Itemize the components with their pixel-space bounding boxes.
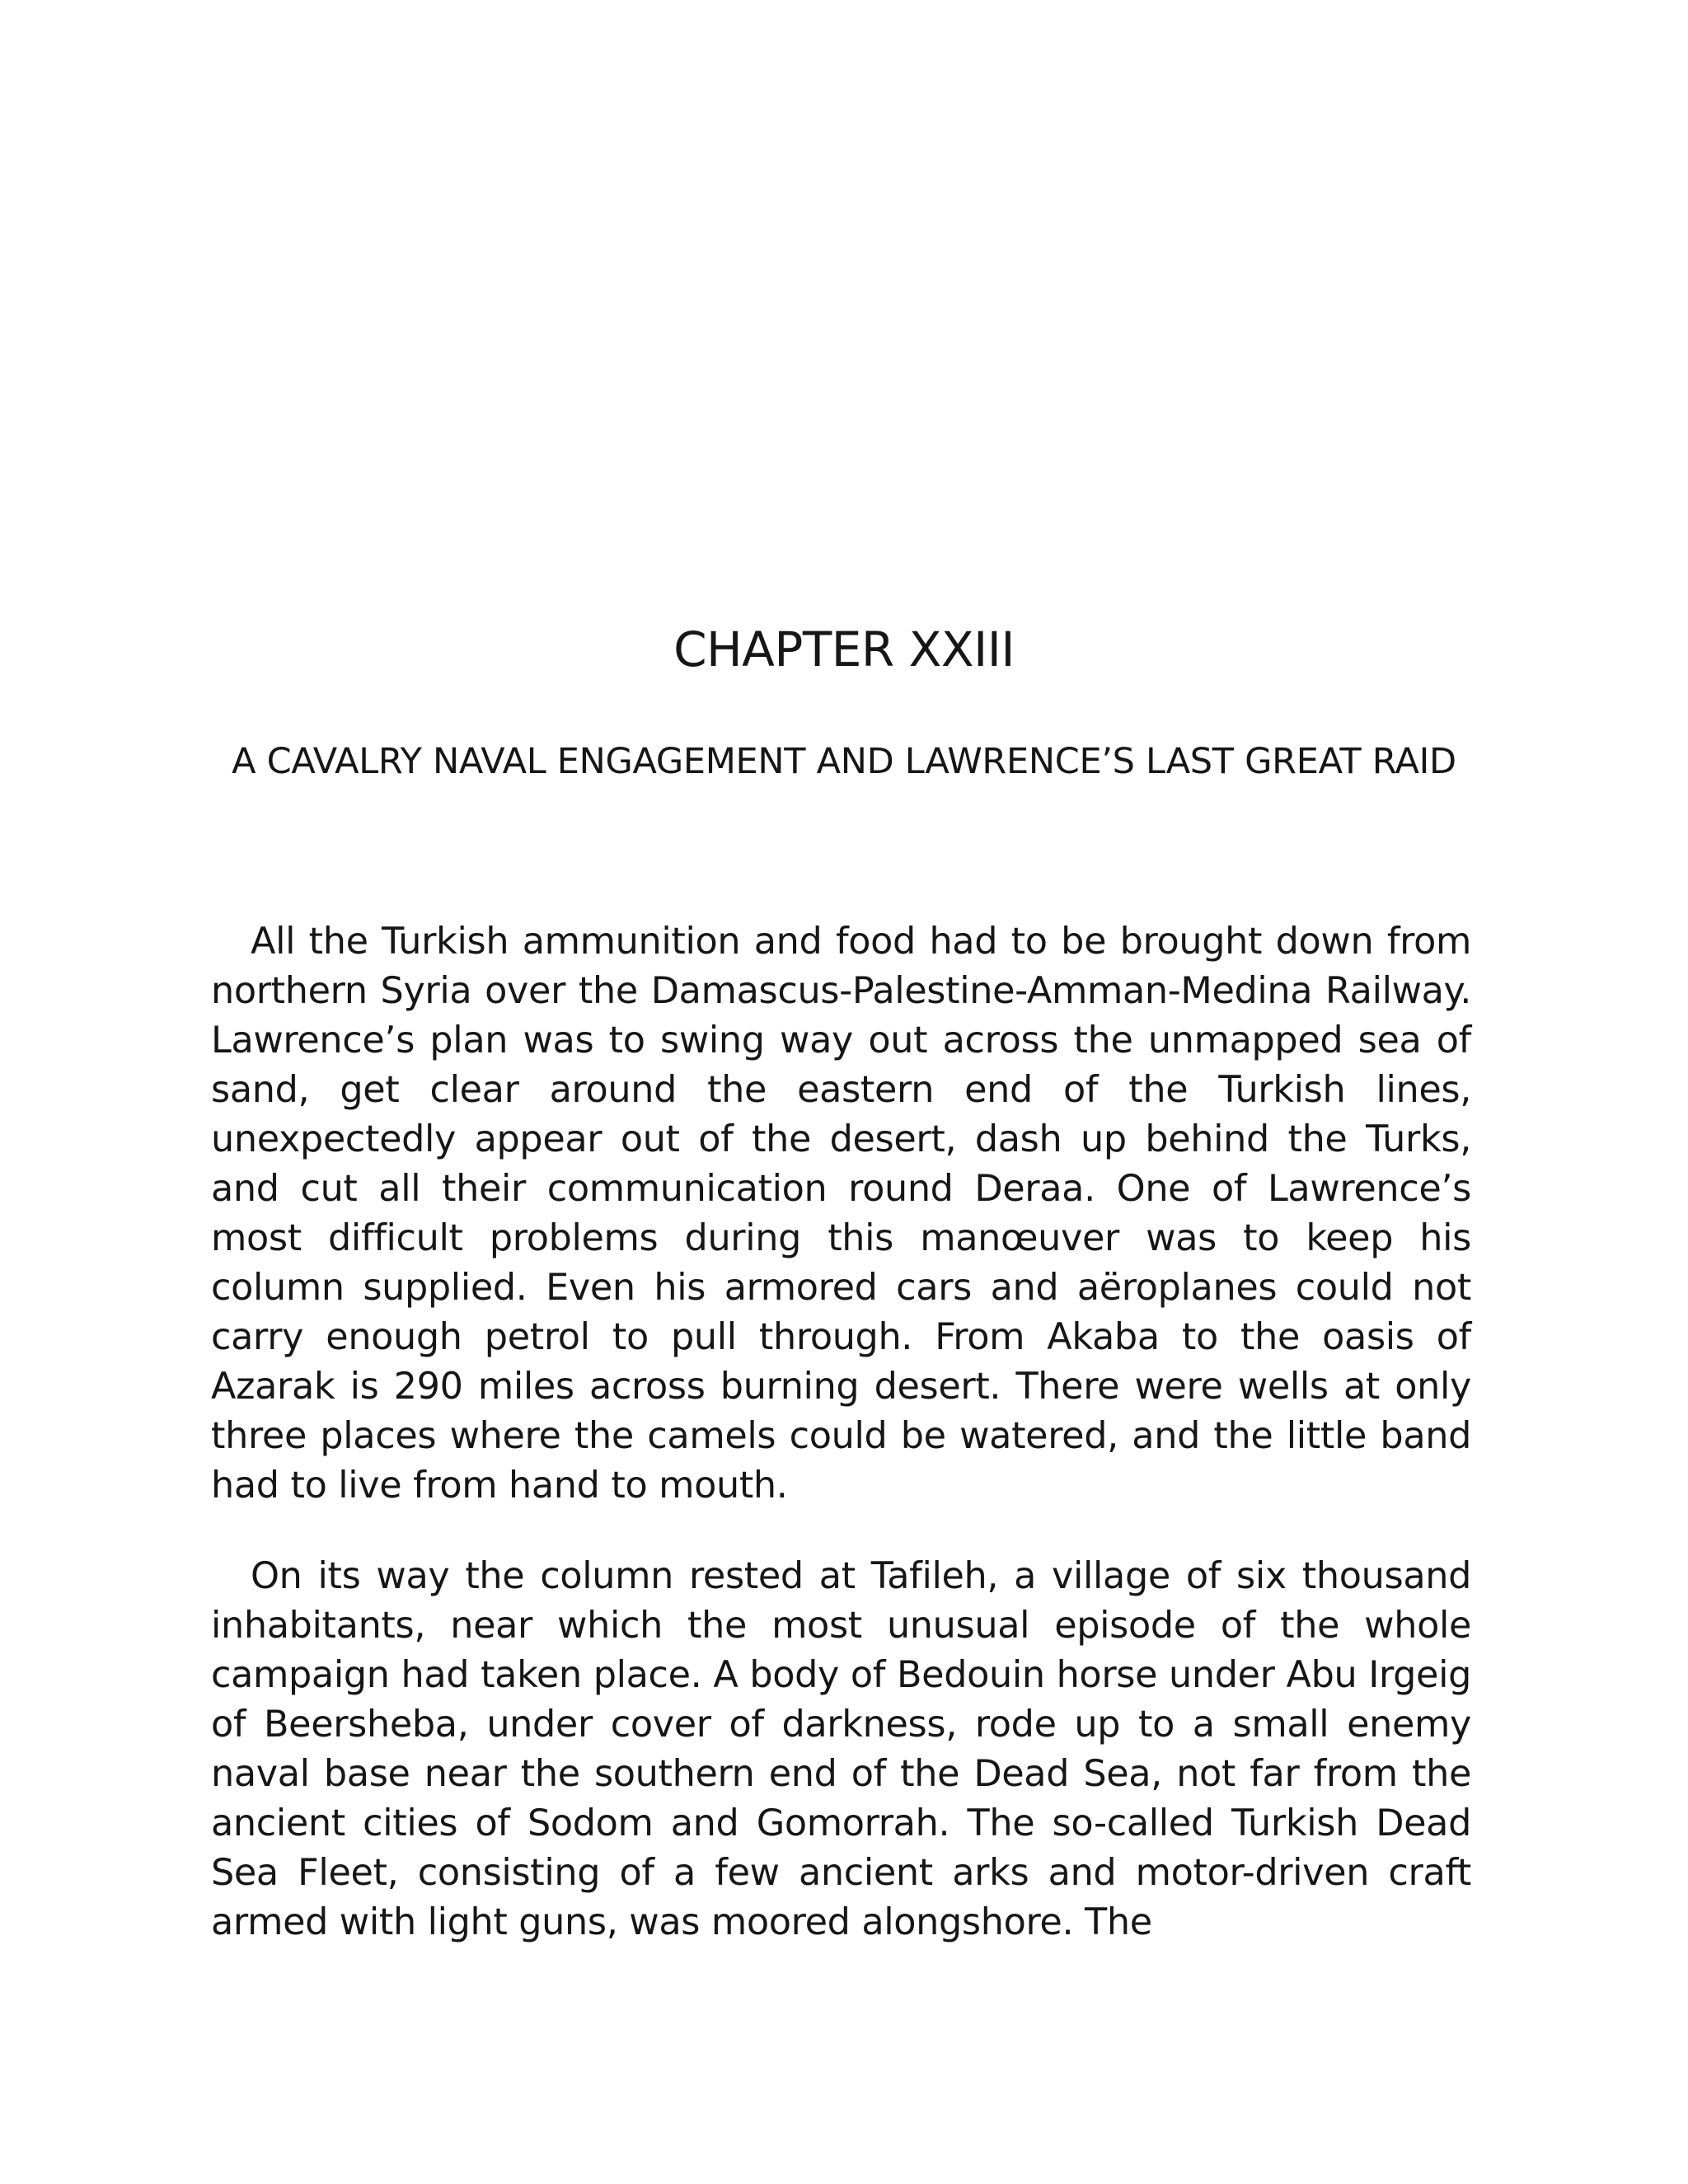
chapter-body (211, 917, 1471, 1989)
chapter-title: CHAPTER XXIII (673, 621, 1015, 677)
chapter-subtitle: A CAVALRY NAVAL ENGAGEMENT AND LAWRENCE’S LAST GREAT RAID (232, 741, 1456, 782)
paragraph: All the Turkish ammunition and food had to be brought down from northern Syria over the Damascus-Palestine-Amman-Medina Railway. Lawrence’s plan was to swing way out across the unmapped sea of sand, get clear around the eastern end of the Turkish lines, unexpectedly appear out of the desert, dash up behind the Turks, and cut all their communication round Deraa. One of Lawrence’s most difficult problems during this manœuver was to keep his column supplied. Even his armored cars and aëroplanes could not carry enough petrol to pull through. From Akaba to the oasis of Azarak is 290 miles across burning desert. There were wells at only three places where the camels could be watered, and the little band had to live from hand to mouth. (211, 921, 1471, 1507)
paragraph: On its way the column rested at Tafileh, a village of six thousand inhabitants, near which the most unusual episode of the whole campaign had taken place. A body of Bedouin horse under Abu Irgeig of Beersheba, under cover of darkness, rode up to a small enemy naval base near the southern end of the Dead Sea, not far from the ancient cities of Sodom and Gomorrah. The so-called Turkish Dead Sea Fleet, consisting of a few ancient arks and motor-driven craft armed with light guns, was moored alongshore. The (211, 1555, 1471, 1943)
